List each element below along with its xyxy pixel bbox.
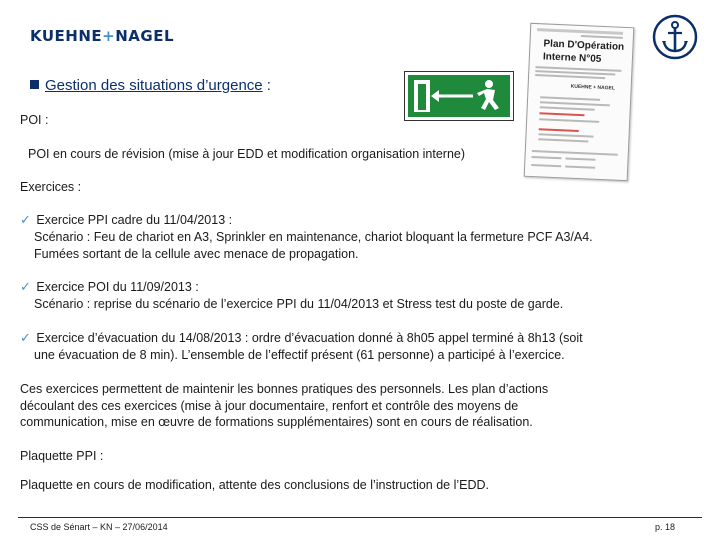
checkmark-icon: ✓ <box>20 330 31 345</box>
summary-line-3: communication, mise en œuvre de formations supplémentaires) sont en cours de réalisation. <box>20 415 533 429</box>
logo-left: KUEHNE <box>30 27 103 45</box>
summary-line-1: Ces exercices permettent de maintenir les bonnes pratiques des personnels. Les plan d’actions <box>20 382 549 396</box>
section-title-suffix: : <box>262 77 271 94</box>
exercise-item-1-line3: Fumées sortant de la cellule avec menace de propagation. <box>34 247 359 261</box>
exercise-item-3-line2: une évacuation de 8 min). L’ensemble de l’effectif présent (61 personne) a participé à l’exercice. <box>34 348 565 362</box>
exercise-item-1-line2: Scénario : Feu de chariot en A3, Sprinkler en maintenance, chariot bloquant la fermeture PCF A3/A4. <box>34 230 593 244</box>
exercise-item-2-line2: Scénario : reprise du scénario de l’exercice PPI du 11/04/2013 et Stress test du poste de garde. <box>34 297 564 311</box>
poi-document-thumbnail <box>524 23 635 181</box>
plaquette-heading: Plaquette PPI : <box>20 449 104 463</box>
thumbnail-title-2: Interne N°05 <box>542 51 602 65</box>
thumbnail-title-1: Plan D'Opération <box>543 38 625 53</box>
section-title-text: Gestion des situations d’urgence <box>45 77 263 94</box>
summary-line-2: découlant des ces exercices (mise à jour documentaire, renfort et contrôle des moyens de <box>20 399 519 413</box>
exercise-item-3-title: ✓ Exercice d’évacuation du 14/08/2013 : ordre d’évacuation donné à 8h05 appel terminé à 8h13 (soit <box>20 330 583 345</box>
poi-text: POI en cours de révision (mise à jour EDD et modification organisation interne) <box>28 147 466 161</box>
section-title <box>30 77 271 94</box>
emergency-exit-icon <box>404 71 514 121</box>
page-number: p. 18 <box>655 522 676 532</box>
exercices-heading: Exercices : <box>20 180 82 194</box>
logo-plus: + <box>102 27 116 45</box>
thumbnail-brand: KUEHNE + NAGEL <box>570 83 616 92</box>
plaquette-text: Plaquette en cours de modification, attente des conclusions de l’instruction de l’EDD. <box>20 478 490 492</box>
exercise-item-1-title: ✓ Exercice PPI cadre du 11/04/2013 : <box>20 212 233 227</box>
checkmark-icon: ✓ <box>20 279 31 294</box>
exercise-item-2-title: ✓ Exercice POI du 11/09/2013 : <box>20 279 199 294</box>
kuehne-nagel-logo <box>30 27 174 45</box>
anchor-icon <box>652 14 698 60</box>
poi-heading: POI : <box>20 113 49 127</box>
footer-divider <box>18 517 702 518</box>
logo-right: NAGEL <box>115 27 174 45</box>
square-bullet-icon <box>30 80 39 89</box>
footer-left: CSS de Sénart – KN – 27/06/2014 <box>30 522 168 532</box>
checkmark-icon: ✓ <box>20 212 31 227</box>
